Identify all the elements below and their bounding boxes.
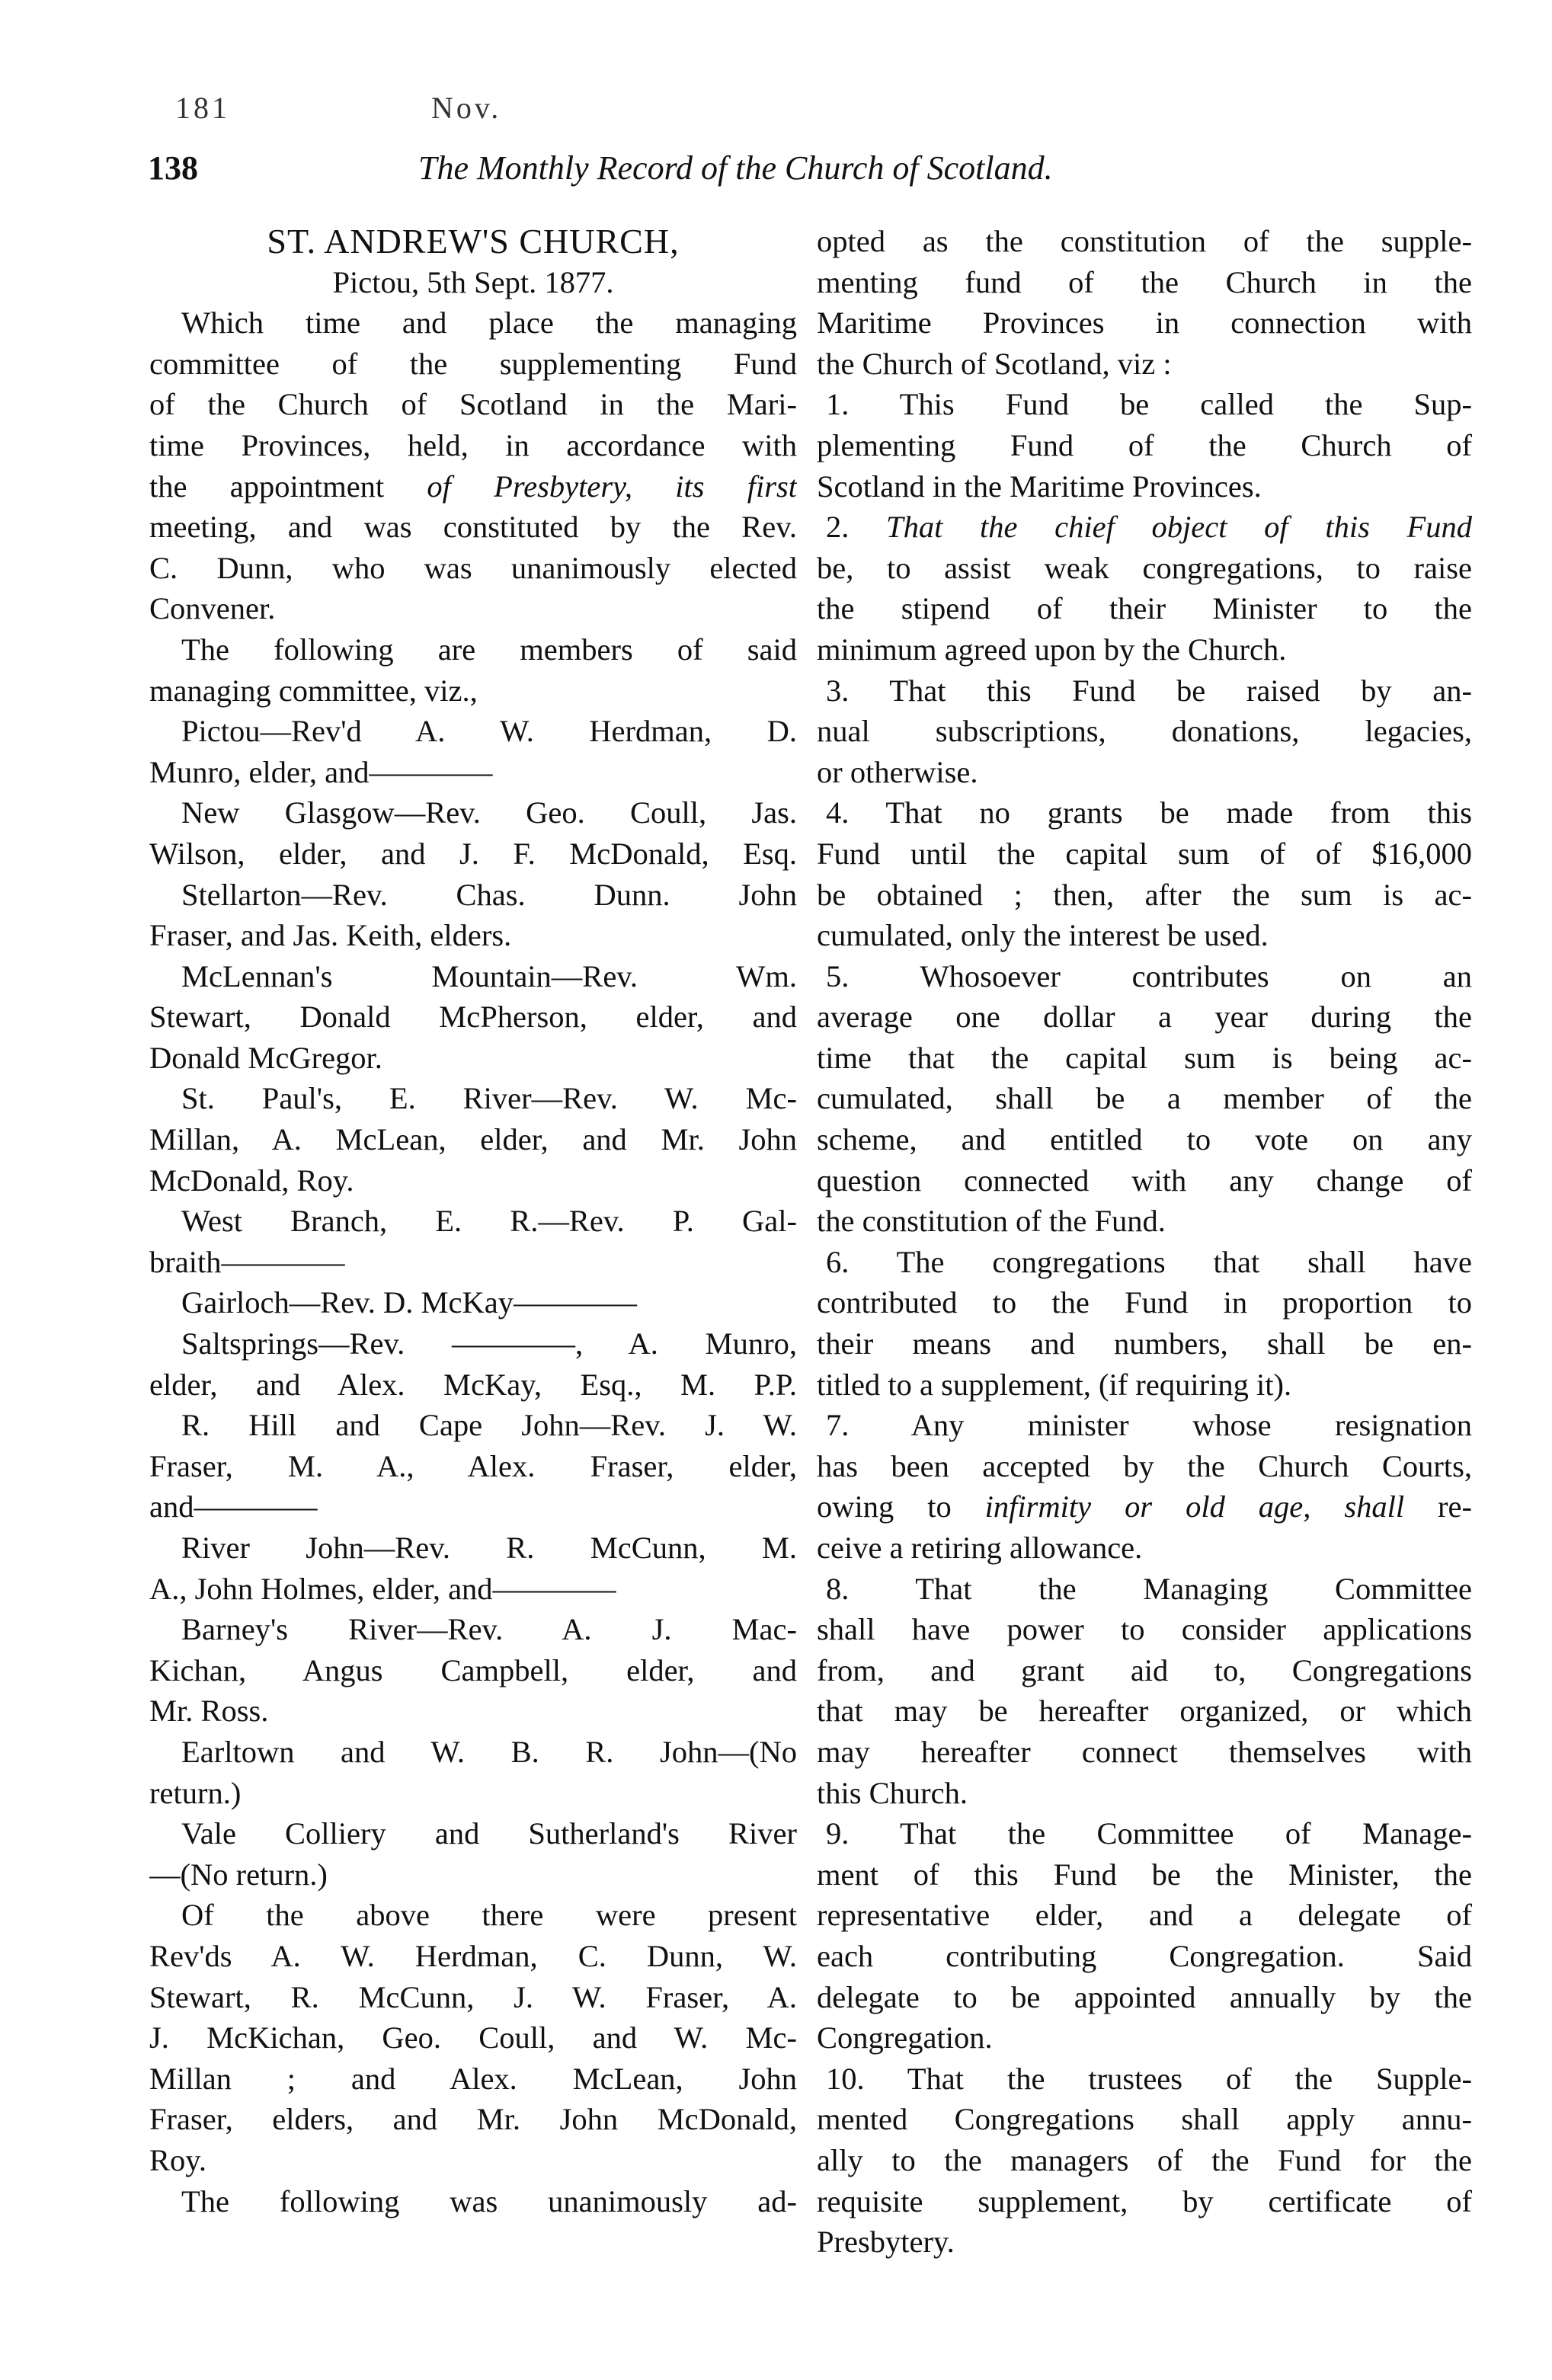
left-column-line: Pictou, 5th Sept. 1877.: [332, 264, 614, 299]
right-column-line: delegate to be appointed annually by the: [817, 1979, 1472, 2014]
right-column-line: 6. The congregations that shall have: [826, 1244, 1472, 1279]
left-column-line: —(No return.): [149, 1857, 328, 1892]
left-column-line: Vale Colliery and Sutherland's River: [181, 1816, 797, 1851]
right-column-line: scheme, and entitled to vote on any: [817, 1122, 1472, 1157]
right-column-line: menting fund of the Church in the: [817, 264, 1472, 299]
right-column-line: Congregation.: [817, 2020, 993, 2055]
left-column-line: Of the above there were present: [181, 1898, 797, 1933]
left-column-line: Stewart, R. McCunn, J. W. Fraser, A.: [149, 1979, 797, 2014]
right-column-line: 3. That this Fund be raised by an-: [826, 673, 1472, 708]
left-column-line: West Branch, E. R.—Rev. P. Gal-: [181, 1204, 797, 1239]
left-column-line: Stewart, Donald McPherson, elder, and: [149, 1000, 797, 1035]
left-column-line: and————: [149, 1489, 318, 1524]
left-column-line: Fraser, and Jas. Keith, elders.: [149, 918, 512, 953]
left-column-line: McLennan's Mountain—Rev. Wm.: [181, 958, 797, 993]
left-column-line: Munro, elder, and————: [149, 754, 493, 789]
left-column-line: Earltown and W. B. R. John—(No: [181, 1734, 797, 1769]
right-column-line: the Church of Scotland, viz :: [817, 346, 1172, 381]
right-column-line: nual subscriptions, donations, legacies,: [817, 714, 1472, 749]
right-column-line: average one dollar a year during the: [817, 1000, 1472, 1035]
left-column-line: The following was unanimously ad-: [181, 2183, 797, 2218]
left-column-line: Donald McGregor.: [149, 1040, 382, 1075]
left-column-line: managing committee, viz.,: [149, 673, 478, 708]
left-column-line: C. Dunn, who was unanimously elected: [149, 550, 797, 585]
left-column-line: Roy.: [149, 2142, 207, 2177]
left-column-line: New Glasgow—Rev. Geo. Coull, Jas.: [181, 795, 797, 830]
right-column-line: be, to assist weak congregations, to raise: [817, 550, 1472, 585]
right-column-line: the constitution of the Fund.: [817, 1204, 1166, 1239]
left-column-line: the appointment of Presbytery, its first: [149, 469, 797, 504]
left-column-line: ST. ANDREW'S CHURCH,: [267, 222, 680, 261]
right-column: [817, 221, 1472, 2263]
left-column-line: Pictou—Rev'd A. W. Herdman, D.: [181, 714, 797, 749]
left-column-line: R. Hill and Cape John—Rev. J. W.: [181, 1408, 797, 1443]
page-number: 138: [148, 149, 198, 187]
right-column-line: cumulated, only the interest be used.: [817, 918, 1269, 953]
right-column-line: ment of this Fund be the Minister, the: [817, 1857, 1472, 1892]
right-column-line: plementing Fund of the Church of: [817, 427, 1472, 462]
right-column-line: the stipend of their Minister to the: [817, 591, 1472, 626]
left-column-line: Kichan, Angus Campbell, elder, and: [149, 1652, 797, 1687]
left-column-line: A., John Holmes, elder, and————: [149, 1571, 616, 1606]
running-head: [148, 149, 1504, 187]
left-column-line: J. McKichan, Geo. Coull, and W. Mc-: [149, 2020, 797, 2055]
right-column-line: Scotland in the Maritime Provinces.: [817, 469, 1262, 504]
right-column-line: 8. That the Managing Committee: [826, 1571, 1472, 1606]
right-column-line: 4. That no grants be made from this: [826, 795, 1472, 830]
left-column-line: return.): [149, 1775, 242, 1810]
right-column-line: this Church.: [817, 1775, 968, 1810]
left-column-line: Barney's River—Rev. A. J. Mac-: [181, 1612, 797, 1647]
right-column-line: ceive a retiring allowance.: [817, 1531, 1143, 1565]
right-column-line: opted as the constitution of the supple-: [817, 224, 1472, 258]
left-column-line: Mr. Ross.: [149, 1694, 269, 1729]
left-column-line: Fraser, M. A., Alex. Fraser, elder,: [149, 1448, 797, 1483]
right-column-line: has been accepted by the Church Courts,: [817, 1448, 1472, 1483]
right-column-line: representative elder, and a delegate of: [817, 1898, 1472, 1933]
right-column-line: or otherwise.: [817, 754, 978, 789]
right-column-line: be obtained ; then, after the sum is ac-: [817, 877, 1472, 912]
right-column-line: Presbytery.: [817, 2225, 955, 2260]
right-column-line: 7. Any minister whose resignation: [826, 1408, 1472, 1443]
right-column-line: 10. That the trustees of the Supple-: [826, 2061, 1472, 2096]
left-column-line: Gairloch—Rev. D. McKay————: [181, 1285, 638, 1320]
left-column-line: Fraser, elders, and Mr. John McDonald,: [149, 2102, 797, 2137]
left-column-line: The following are members of said: [181, 632, 797, 667]
right-column-line: ally to the managers of the Fund for the: [817, 2142, 1472, 2177]
left-column: [149, 221, 797, 2222]
bleed-through-word: Nov.: [431, 91, 502, 125]
right-column-line: that may be hereafter organized, or which: [817, 1694, 1472, 1729]
right-column-line: Fund until the capital sum of of $16,000: [817, 836, 1472, 871]
right-column-line: 5. Whosoever contributes on an: [826, 958, 1472, 993]
left-column-line: elder, and Alex. McKay, Esq., M. P.P.: [149, 1367, 797, 1402]
left-column-line: Stellarton—Rev. Chas. Dunn. John: [181, 877, 797, 912]
left-column-line: Rev'ds A. W. Herdman, C. Dunn, W.: [149, 1938, 797, 1973]
left-column-line: Saltsprings—Rev. ————, A. Munro,: [181, 1326, 797, 1361]
right-column-line: shall have power to consider applications: [817, 1612, 1472, 1647]
right-column-line: minimum agreed upon by the Church.: [817, 632, 1287, 667]
left-column-line: braith————: [149, 1244, 345, 1279]
bleed-through-number: 181: [175, 91, 230, 125]
left-column-line: Wilson, elder, and J. F. McDonald, Esq.: [149, 836, 797, 871]
right-column-line: Maritime Provinces in connection with: [817, 305, 1472, 341]
bleed-through-text: [175, 90, 692, 126]
right-column-line: question connected with any change of: [817, 1163, 1472, 1198]
left-column-line: of the Church of Scotland in the Mari-: [149, 387, 797, 422]
right-column-line: each contributing Congregation. Said: [817, 1938, 1472, 1973]
left-column-line: McDonald, Roy.: [149, 1163, 354, 1198]
publication-title: The Monthly Record of the Church of Scotland.: [418, 149, 1053, 187]
right-column-line: contributed to the Fund in proportion to: [817, 1285, 1472, 1320]
right-column-line: 1. This Fund be called the Sup-: [826, 387, 1472, 422]
left-column-line: Which time and place the managing: [181, 305, 797, 341]
left-column-line: Millan, A. McLean, elder, and Mr. John: [149, 1122, 797, 1157]
right-column-line: mented Congregations shall apply annu-: [817, 2102, 1472, 2137]
left-column-line: St. Paul's, E. River—Rev. W. Mc-: [181, 1081, 797, 1116]
left-column-line: committee of the supplementing Fund: [149, 346, 797, 381]
right-column-line: may hereafter connect themselves with: [817, 1734, 1472, 1769]
left-column-line: time Provinces, held, in accordance with: [149, 427, 797, 462]
right-column-line: titled to a supplement, (if requiring it).: [817, 1367, 1292, 1402]
right-column-line: from, and grant aid to, Congregations: [817, 1652, 1472, 1687]
left-column-line: Millan ; and Alex. McLean, John: [149, 2061, 797, 2096]
right-column-line: their means and numbers, shall be en-: [817, 1326, 1472, 1361]
right-column-line: requisite supplement, by certificate of: [817, 2183, 1472, 2218]
right-column-line: 2. That the chief object of this Fund: [826, 510, 1472, 545]
right-column-line: 9. That the Committee of Manage-: [826, 1816, 1472, 1851]
left-column-line: Convener.: [149, 591, 276, 626]
right-column-line: time that the capital sum is being ac-: [817, 1040, 1472, 1075]
left-column-line: meeting, and was constituted by the Rev.: [149, 510, 797, 545]
right-column-line: cumulated, shall be a member of the: [817, 1081, 1472, 1116]
left-column-line: River John—Rev. R. McCunn, M.: [181, 1531, 797, 1565]
right-column-line: owing to infirmity or old age, shall re-: [817, 1489, 1472, 1524]
